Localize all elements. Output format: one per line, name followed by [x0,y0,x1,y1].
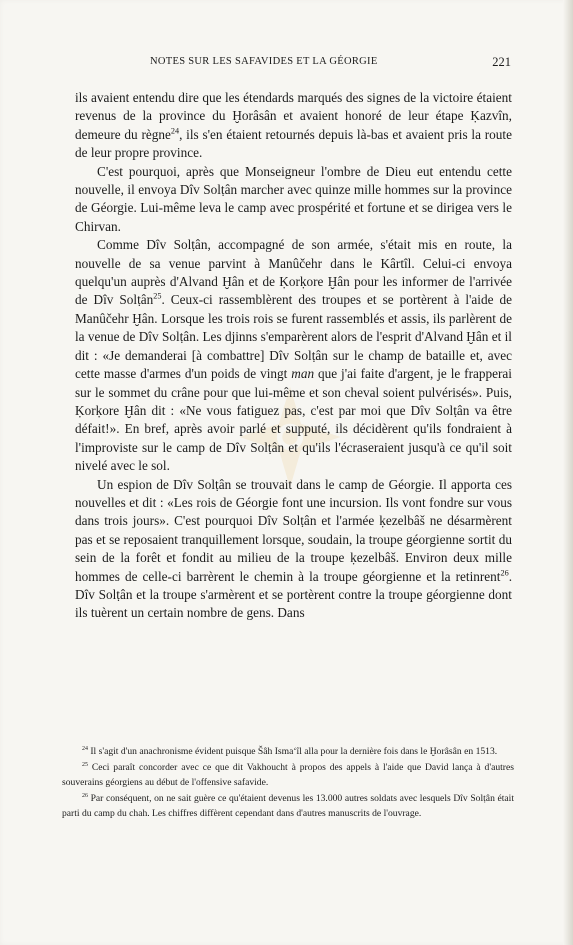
page-edge [563,0,573,945]
paragraph-3: Comme Dîv Solṭân, accompagné de son armée, s'était mis en route, la nouvelle de sa venue parvint à Manûčehr dans le Kârtîl. Celui-ci envoya quelqu'un auprès d'Alvand Ḫân et de Ḳorḳore Ḫân pour les informer de l'arrivée de Dîv Solṭân$^{25}$. Ceux-ci rassemblèrent des troupes et se portèrent à l'aide de Manûčehr Ḫân. Lorsque les trois rois se furent rassemblés et assis, ils parlèrent de la venue de Dîv Solṭân. Les djinns s'emparèrent alors de l'esprit d'Alvand Ḫân et il dit : «Je demanderai [à combattre] Dîv Solṭân sur le champ de bataille et, avec cette masse d'armes d'un poids de vingt man que j'ai faite d'argent, je le frapperai sur le sommet du crâne pour que lui-même et son cheval soient pulvérisés». Puis, Ḳorḳore Ḫân dit : «Ne vous fatiguez pas, c'est par moi que Dîv Solṭân va être défait!». En bref, après avoir parlé et supputé, ils décidèrent qu'ils fondraient à l'improviste sur le camp de Dîv Solṭân et qu'ils l'écraseraient jusqu'à ce qu'il soit nivelé avec le sol. [75,237,512,474]
running-title: NOTES SUR LES SAFAVIDES ET LA GÉORGIE [150,56,378,67]
footnote-number: 24 [82,745,88,752]
footnote-ref-24[interactable]: 24 [170,126,180,136]
footnote-24: $^{24}$ Il s'agit d'un anachronisme évident puisque Šâh Ismaʻîl alla pour la dernière fois dans le Ḫorâsân en 1513. [82,745,498,757]
paragraph-2: C'est pourquoi, après que Monseigneur l'ombre de Dieu eut entendu cette nouvelle, il envoya Dîv Solṭân marcher avec quinze mille hommes sur la province de Géorgie. Lui-même leva le camp avec prospérité et fortune et se dirigea vers le Chirvan. [75,163,512,234]
paragraph-1: ils avaient entendu dire que les étendards marqués des signes de la victoire étaient revenus de la province du Ḫorâsân et avaient honoré de leur étape Ḳazvîn, demeure du règne$^{24}$, ils s'en étaient retournés depuis là-bas et avaient pris la route de leur propre province. [75,90,512,161]
footnote-ref-26[interactable]: 26 [500,568,509,578]
paragraph-4: Un espion de Dîv Solṭân se trouvait dans le camp de Géorgie. Il apporta ces nouvelles et dit : «Les rois de Géorgie font une incursion. Ils vont fondre sur vous dans trois jours». C'est pourquoi Dîv Solṭân et l'armée ḳezelbâš ne désarmèrent pas et se reposaient tranquillement lorsque, soudain, la troupe géorgienne sortit du sein de la forêt et fondit au milieu de la troupe ḳezelbâš. Environ deux mille hommes de celle-ci barrèrent le chemin à la troupe géorgienne et la retinrent$^{26}$. Dîv Solṭân et la troupe s'armèrent et se portèrent contre la troupe géorgienne dont ils tuèrent un certain nombre de gens. Dans [75,476,512,621]
italic-term: man [291,366,315,382]
footnote-25: $^{25}$ Ceci paraît concorder avec ce que dit Vakhoucht à propos des appels à l'aide que David lança à d'autres souverains géorgiens au début de l'offensive safavide. [62,762,514,788]
footnote-number: 26 [82,793,88,800]
page-number: 221 [492,55,511,69]
footnote-ref-25[interactable]: 25 [153,292,162,302]
footnote-number: 25 [82,762,88,769]
footnote-26: $^{26}$ Par conséquent, on ne sait guère ce qu'étaient devenus les 13.000 autres soldats avec lesquels Dîv Solṭân était parti du camp du chah. Les chiffres diffèrent cependant dans d'autres manuscrits de l'ouvrage. [62,793,514,819]
main-text [75,89,512,623]
footnotes [62,745,514,823]
